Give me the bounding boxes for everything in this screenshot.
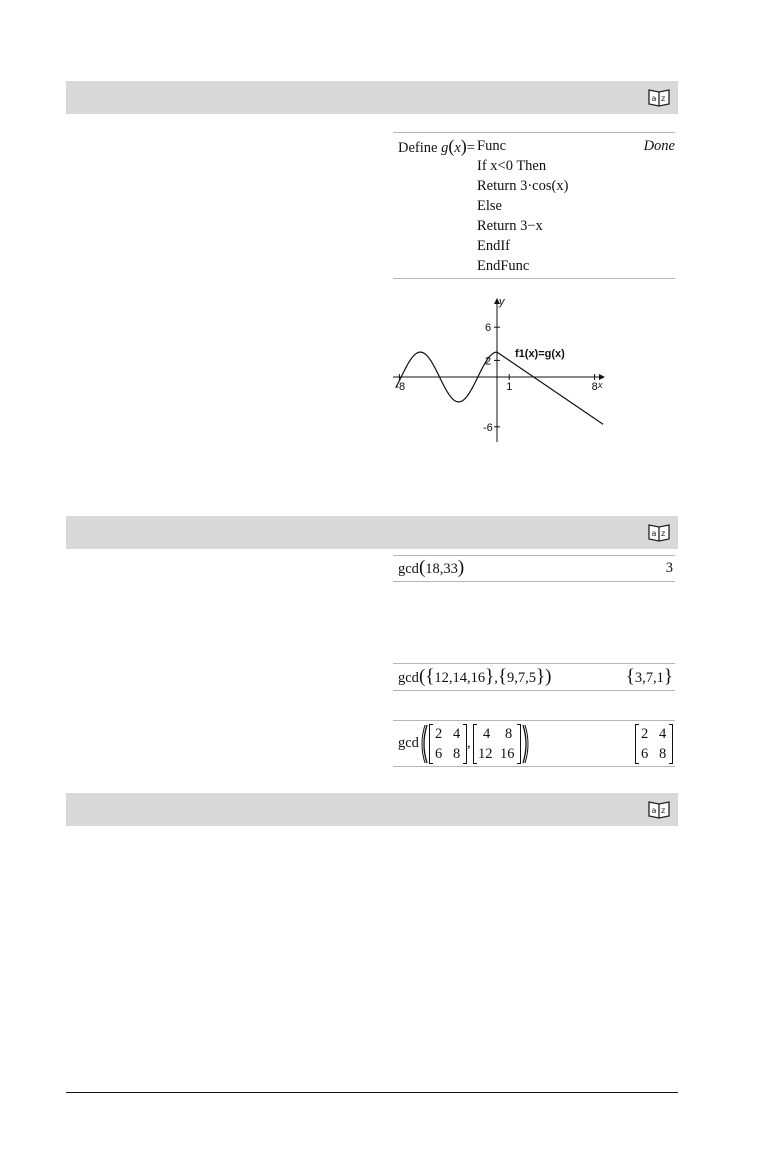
gcd-arg-a: 18 — [425, 561, 440, 577]
code-line-4: Else — [477, 198, 502, 214]
gcd-result-1: 3 — [665, 560, 673, 576]
matrix-b — [473, 724, 521, 764]
svg-text:a: a — [651, 806, 657, 815]
gcd-arg-b: 33 — [443, 561, 458, 577]
matrix-result-cell: 4 — [659, 726, 667, 742]
catalog-book-icon — [648, 522, 670, 542]
code-line-3: Return 3·cos(x) — [477, 178, 569, 194]
svg-text:z: z — [661, 529, 666, 538]
svg-text:z: z — [661, 94, 666, 103]
gcd-list-result: 3,7,1 — [634, 670, 664, 686]
gcd-list-b: 9,7,5 — [507, 670, 537, 686]
x-tick-label-1: 1 — [506, 381, 513, 393]
matrix-result-cell: 2 — [641, 726, 649, 742]
matrix-a-cell: 4 — [453, 726, 461, 742]
matrix-b-cell: 4 — [483, 726, 491, 742]
y-tick-label-neg6: -6 — [483, 421, 493, 434]
code-line-7: EndFunc — [477, 258, 530, 274]
gcd-fn-3: gcd — [398, 735, 419, 751]
matrix-result-cell: 6 — [641, 746, 649, 762]
comma: , — [467, 735, 471, 751]
gcd-result-2: {3,7,1} — [625, 666, 673, 687]
matrix-a-cell: 8 — [453, 746, 461, 762]
gcd-example-1 — [393, 555, 675, 582]
define-keyword: Define — [398, 140, 438, 156]
gcd-fn: gcd — [398, 561, 419, 577]
y-axis-label: y — [499, 296, 505, 308]
matrix-a-cell: 2 — [435, 726, 443, 742]
matrix-a-cell: 6 — [435, 746, 443, 762]
svg-text:z: z — [661, 806, 666, 815]
define-example-panel — [393, 132, 675, 279]
section-header-next — [66, 793, 678, 826]
gcd-paren-close — [519, 723, 531, 765]
section-header-define — [66, 81, 678, 114]
section-header-gcd — [66, 516, 678, 549]
matrix-result — [635, 724, 673, 764]
x-axis-label: x — [598, 380, 603, 390]
gcd-expression-1: gcd(18,33) — [398, 557, 465, 578]
function-name: g — [441, 140, 449, 156]
series-line-f1 — [396, 352, 603, 424]
matrix-b-cell: 8 — [505, 726, 513, 742]
gcd-fn: gcd — [398, 670, 419, 686]
equals-sign: = — [466, 140, 475, 156]
gcd-example-2 — [393, 663, 675, 691]
code-line-5: Return 3−x — [477, 218, 543, 234]
y-tick-label-6: 6 — [485, 322, 492, 335]
code-line-2: If x<0 Then — [477, 158, 547, 174]
x-tick-label-neg8: -8 — [395, 381, 406, 393]
svg-text:a: a — [651, 94, 657, 103]
code-line-1: Func — [477, 138, 506, 154]
svg-text:a: a — [651, 529, 657, 538]
matrix-a — [429, 724, 467, 764]
matrix-result-cell: 8 — [659, 746, 667, 762]
footer-rule — [66, 1092, 678, 1093]
gcd-expression-2: gcd({12,14,16},{9,7,5}) — [398, 666, 552, 687]
catalog-book-icon — [648, 799, 670, 819]
matrix-b-cell: 16 — [500, 746, 515, 762]
gcd-list-a: 12,14,16 — [434, 670, 486, 686]
gcd-example-3 — [393, 720, 675, 767]
function-variable: x — [454, 140, 461, 156]
x-tick-label-8: 8 — [591, 381, 598, 393]
catalog-book-icon — [648, 87, 670, 107]
y-tick-label-2: 2 — [485, 355, 492, 368]
function-graph — [393, 292, 605, 442]
code-line-6: EndIf — [477, 238, 511, 254]
function-label: f1(x)=g(x) — [515, 348, 565, 361]
define-line: Define g(x)= — [398, 136, 475, 156]
matrix-b-cell: 12 — [478, 746, 493, 762]
define-result: Done — [643, 138, 675, 154]
